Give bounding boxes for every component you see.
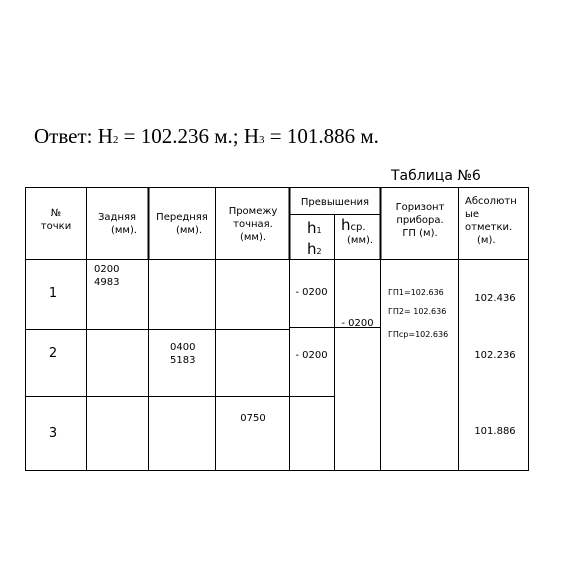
answer-sub-1: 2 [112, 134, 119, 146]
header-front-line: (мм). [175, 225, 203, 236]
header-h2-sub: 2 [316, 247, 322, 256]
header-absolute [465, 195, 527, 247]
answer-suffix: = 101.886 м. [264, 124, 379, 148]
horizon-values [388, 283, 458, 344]
header-back-line: (мм). [110, 225, 138, 236]
header-hcp-unit: (мм). [347, 235, 374, 246]
row-2-front-line: 0400 [170, 342, 196, 353]
row-3-absolute: 101.886 [474, 426, 516, 437]
header-intermediate [219, 205, 287, 244]
header-h1-sub: 1 [316, 226, 322, 235]
header-horizon-line: прибора. [396, 215, 444, 226]
header-absolute-line: Абсолютн [465, 196, 517, 207]
header-intermediate-line: точная. [233, 219, 273, 230]
header-intermediate-line: Промежу [228, 206, 278, 217]
answer-line [34, 124, 379, 152]
header-point [29, 207, 83, 233]
row-3-intermediate: 0750 [240, 413, 266, 424]
header-elevations: Превышения [300, 197, 370, 208]
header-intermediate-line: (мм). [239, 232, 267, 243]
row-2-point: 2 [48, 346, 58, 361]
header-hcp-sub: ср. [350, 222, 366, 233]
header-front-line: Передняя [156, 212, 208, 223]
leveling-table [25, 187, 529, 471]
header-hcp-letter: h [341, 216, 351, 234]
header-point-line: № [50, 208, 62, 219]
row-1-back-line: 0200 [94, 264, 120, 275]
header-point-line: точки [40, 221, 72, 232]
hcp-value: - 0200 [341, 318, 374, 329]
header-absolute-line: (м). [477, 235, 496, 246]
row-1-point: 1 [48, 286, 58, 301]
row-1-back [94, 263, 144, 289]
header-horizon-line: ГП (м). [402, 228, 438, 239]
answer-mid: = 102.236 м.; Н [118, 124, 260, 148]
row-1-back-line: 4983 [94, 277, 120, 288]
header-front [151, 211, 213, 237]
header-back-line: Задняя [97, 212, 137, 223]
header-absolute-line: отметки. [465, 222, 513, 233]
row-2-h: - 0200 [295, 350, 328, 361]
horizon-value-1: ГП1=102.636 [388, 288, 444, 297]
row-1-absolute: 102.436 [474, 293, 516, 304]
horizon-value-avg: ГПср=102.636 [388, 330, 449, 339]
row-2-front-line: 5183 [170, 355, 196, 366]
answer-prefix: Ответ: Н [34, 124, 113, 148]
header-back [89, 211, 145, 237]
horizon-value-2: ГП2= 102.636 [388, 307, 447, 316]
header-h1 [307, 219, 333, 261]
row-2-front [170, 341, 214, 367]
header-absolute-line: ые [465, 209, 480, 220]
answer-sub-2: 3 [259, 134, 265, 146]
table-caption: Таблица №6 [391, 168, 481, 184]
row-3-point: 3 [48, 426, 58, 441]
header-h1-letter: h [307, 219, 317, 237]
header-horizon [383, 201, 457, 240]
row-1-h: - 0200 [295, 287, 328, 298]
row-2-absolute: 102.236 [474, 350, 516, 361]
header-hcp [341, 216, 379, 247]
header-horizon-line: Горизонт [395, 202, 445, 213]
header-h2-letter: h [307, 240, 317, 258]
